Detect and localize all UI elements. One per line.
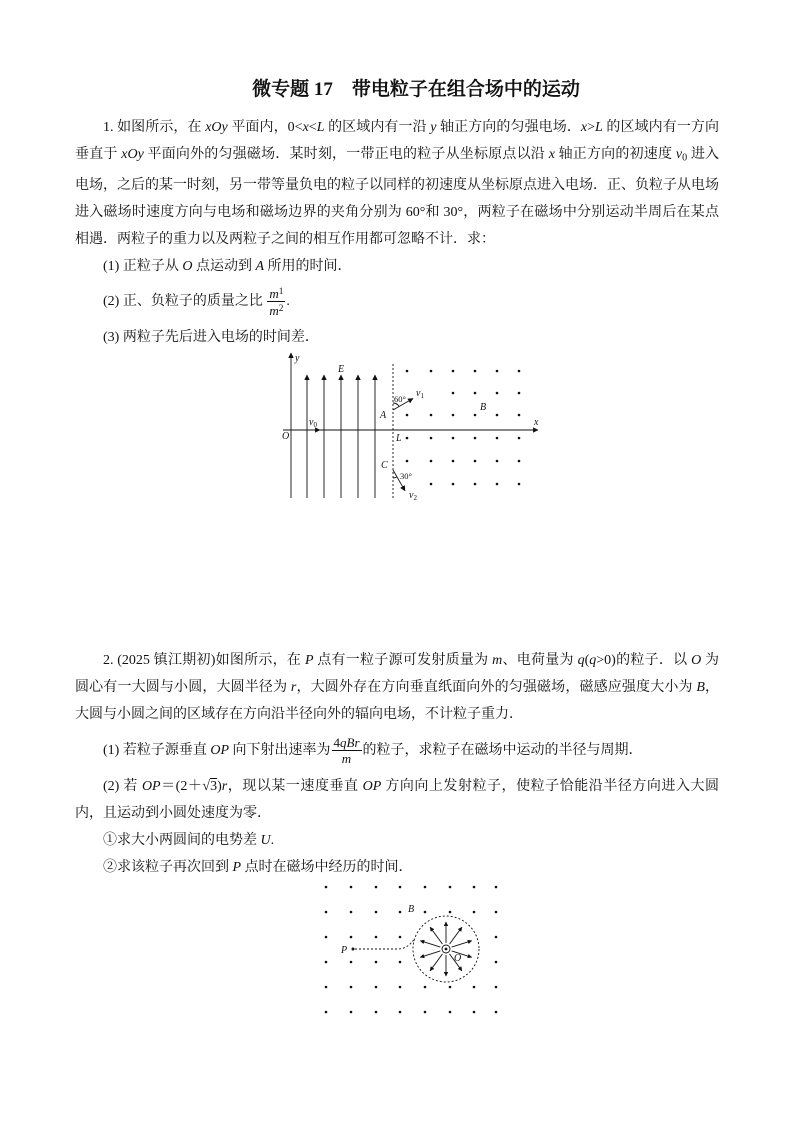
text-run: 1. 如图所示，在 xyxy=(103,120,206,135)
math-variable: P xyxy=(232,860,242,875)
magnetic-field-dot xyxy=(518,460,521,463)
magnetic-field-dot xyxy=(430,370,433,373)
problem-1-part-2 xyxy=(75,280,719,324)
magnetic-field-dot xyxy=(495,911,498,914)
magnetic-field-dot xyxy=(406,370,409,373)
problem-2-part-1 xyxy=(75,728,719,773)
magnetic-field-dot xyxy=(518,437,521,440)
magnetic-field-dot xyxy=(496,414,499,417)
magnetic-field-dot xyxy=(518,414,521,417)
magnetic-field-dot xyxy=(452,392,455,395)
magnetic-field-dot xyxy=(518,483,521,486)
magnetic-field-dot xyxy=(496,437,499,440)
magnetic-field-dot xyxy=(350,886,353,889)
text-run: ，大圆外存在方向垂直纸面向外的匀强磁场，磁感应强度大小为 xyxy=(296,680,697,695)
text-run: 向下射出速率为 xyxy=(229,743,331,758)
magnetic-field-dot xyxy=(518,392,521,395)
magnetic-field-dot xyxy=(473,1011,476,1014)
problem-2-part-2 xyxy=(75,773,719,827)
radial-field-arrow xyxy=(430,927,442,944)
magnetic-field-dot xyxy=(430,460,433,463)
radial-field-arrow xyxy=(430,954,442,971)
text-run: 点时在磁场中经历的时间． xyxy=(241,860,413,875)
fraction xyxy=(332,735,362,766)
text-run: 平面向外的匀强磁场．某时刻，一带正电的粒子从坐标原点以沿 xyxy=(143,147,549,162)
overlined-digit: 3 xyxy=(210,779,218,794)
problem-1-figure xyxy=(280,348,545,503)
velocity-symbol: v xyxy=(409,490,414,501)
magnetic-field-dot xyxy=(406,414,409,417)
problem-1 xyxy=(75,114,719,351)
math-variable: x xyxy=(302,120,309,135)
x-axis-label: x xyxy=(534,417,539,428)
velocity-subscript: 1 xyxy=(420,392,424,400)
fraction-numerator xyxy=(332,735,362,751)
math-variable: y xyxy=(430,120,437,135)
text-run: 轴正方向的匀强电场． xyxy=(436,120,581,135)
text-run: ) xyxy=(217,779,222,794)
magnetic-field-dot xyxy=(424,986,427,989)
magnetic-field-dot xyxy=(430,483,433,486)
text-run: > xyxy=(587,120,596,135)
magnetic-field-dot xyxy=(424,886,427,889)
magnetic-field-dot xyxy=(495,936,498,939)
magnetic-field-dot xyxy=(474,414,477,417)
magnetic-field-dot xyxy=(430,437,433,440)
magnetic-field-dot xyxy=(474,392,477,395)
magnetic-field-dot xyxy=(350,1011,353,1014)
magnetic-field-dot xyxy=(399,936,402,939)
problem-2-subpart-2 xyxy=(75,854,719,881)
text-run: 、电荷量为 xyxy=(502,653,578,668)
velocity-subscript: 0 xyxy=(313,421,317,429)
magnetic-field-dot xyxy=(449,911,452,914)
magnetic-field-dots xyxy=(406,370,521,486)
text-run: (2) 若 xyxy=(103,779,142,794)
text-run: 所用的时间． xyxy=(264,258,352,274)
magnetic-field-dot xyxy=(424,1011,427,1014)
magnetic-field-dot xyxy=(350,936,353,939)
radial-field-arrow xyxy=(452,941,472,947)
fraction xyxy=(267,285,285,318)
magnetic-field-dot xyxy=(325,886,328,889)
magnetic-field-dot xyxy=(496,392,499,395)
magnetic-field-label: B xyxy=(408,904,415,915)
text-run: 2. (2025 镇江期初)如图所示，在 xyxy=(103,653,305,668)
magnetic-field-dot xyxy=(474,370,477,373)
text-run: 点运动到 xyxy=(192,258,256,274)
radial-field-arrow xyxy=(420,941,440,947)
problem-2-figure xyxy=(320,880,502,1018)
fraction-denominator xyxy=(267,302,285,318)
magnetic-field-dot xyxy=(449,886,452,889)
point-l-label: L xyxy=(396,433,402,444)
problem-2-stem xyxy=(75,647,719,728)
text-run: (2) 正、负粒子的质量之比 xyxy=(103,293,267,309)
math-variable: r xyxy=(290,680,297,695)
magnetic-field-dot xyxy=(399,886,402,889)
text-run: (1) 正粒子从 xyxy=(103,258,183,274)
center-point xyxy=(445,948,448,951)
text-run: ，大圆与小圆之间的区域存在方向沿半径向外的辐向电场，不计粒子重力． xyxy=(75,680,720,722)
superscript: 2 xyxy=(278,303,284,314)
magnetic-field-dot xyxy=(452,437,455,440)
text-run: ＝(2＋ xyxy=(160,779,203,794)
velocity-subscript: 2 xyxy=(413,494,417,502)
magnetic-field-dot xyxy=(473,886,476,889)
math-variable: m xyxy=(269,285,279,301)
magnetic-field-dot xyxy=(495,1011,498,1014)
v0-label xyxy=(309,417,317,429)
magnetic-field-dot xyxy=(375,986,378,989)
magnetic-field-dot xyxy=(474,460,477,463)
math-variable: r xyxy=(221,779,228,794)
origin-label: O xyxy=(282,431,290,442)
text-run: . xyxy=(286,293,290,309)
magnetic-field-dot xyxy=(350,986,353,989)
text-run: 4 xyxy=(333,735,340,751)
magnetic-field-dot xyxy=(399,911,402,914)
math-variable: OP xyxy=(210,743,229,758)
angle-arc-30 xyxy=(393,477,397,478)
magnetic-field-dot xyxy=(474,437,477,440)
point-p-label: P xyxy=(341,945,348,956)
math-variable: q xyxy=(577,653,585,668)
angle-60-label: 60° xyxy=(394,394,406,404)
fraction-denominator xyxy=(332,751,362,766)
text-run: 进入电场，之后的某一时刻，另一带等量负电的粒子以同样的初速度从坐标原点进入电场．正、负粒子从电场进入磁场时速度方向与电场和磁场边界的夹角分别为 60°和 30°，两粒子在磁场中分别运动半周后在某点相遇．两粒子的重力以及两粒子之间的相互作用都可忽略不计．求： xyxy=(75,147,720,247)
text-run: √ xyxy=(202,779,211,794)
magnetic-field-dot xyxy=(325,961,328,964)
magnetic-field-dot xyxy=(350,961,353,964)
math-variable: L xyxy=(595,120,603,135)
math-variable: m xyxy=(492,653,503,668)
magnetic-field-dot xyxy=(496,460,499,463)
velocity-symbol: v xyxy=(416,388,421,399)
math-variable: xOy xyxy=(205,120,228,135)
magnetic-field-dot xyxy=(473,911,476,914)
text-run: ①求大小两圆间的电势差 xyxy=(103,833,261,848)
math-variable: O xyxy=(182,258,193,274)
magnetic-field-dot xyxy=(430,414,433,417)
magnetic-field-dot xyxy=(452,414,455,417)
problem-2-subpart-1 xyxy=(75,827,719,854)
text-run: ，现以某一速度垂直 xyxy=(227,779,363,794)
radial-field-arrow xyxy=(450,927,462,944)
text-run: 的区域内有一沿 xyxy=(324,120,431,135)
magnetic-field-dot xyxy=(474,483,477,486)
center-o-label: O xyxy=(454,953,462,964)
magnetic-field-dot xyxy=(449,1011,452,1014)
y-axis-label: y xyxy=(295,353,300,364)
radial-field-arrow xyxy=(420,951,440,957)
text-run: 点有一粒子源可发射质量为 xyxy=(313,653,493,668)
text-run: 方向向上发射粒子，使粒子恰能沿半径方向进入大圆内，且运动到小圆处速度为零． xyxy=(75,779,720,821)
magnetic-field-dot xyxy=(375,886,378,889)
magnetic-field-dot xyxy=(449,986,452,989)
magnetic-field-dot xyxy=(399,1011,402,1014)
text-run: ( xyxy=(584,653,590,668)
magnetic-field-dot xyxy=(406,437,409,440)
math-variable: m xyxy=(341,751,352,767)
magnetic-field-dot xyxy=(473,986,476,989)
text-run: < xyxy=(308,120,317,135)
magnetic-field-dot xyxy=(496,370,499,373)
problem-2 xyxy=(75,647,719,881)
magnetic-field-dot xyxy=(496,483,499,486)
text-run: 轴正方向的初速度 xyxy=(554,147,676,162)
electric-field-label: E xyxy=(338,364,345,375)
magnetic-field-dot xyxy=(325,911,328,914)
velocity-symbol: v xyxy=(309,417,314,428)
magnetic-field-dot xyxy=(452,483,455,486)
text-run: 的区域内有一方向垂直于 xyxy=(75,120,720,162)
math-variable: OP xyxy=(362,779,382,794)
math-variable: O xyxy=(691,653,702,668)
text-run: (3) 两粒子先后进入电场的时间差． xyxy=(103,329,319,345)
problem-1-stem xyxy=(75,114,719,253)
math-variable: OP xyxy=(141,779,161,794)
magnetic-field-dot xyxy=(495,961,498,964)
math-variable: m xyxy=(269,303,279,318)
superscript: 1 xyxy=(278,286,284,297)
magnetic-field-dot xyxy=(518,370,521,373)
problem-1-part-3 xyxy=(75,324,719,351)
v1-label xyxy=(416,388,424,400)
angle-30-label: 30° xyxy=(400,471,412,481)
magnetic-field-dot xyxy=(452,370,455,373)
magnetic-field-dot xyxy=(495,986,498,989)
v2-label xyxy=(409,490,417,502)
magnetic-field-dot xyxy=(375,936,378,939)
math-variable: xOy xyxy=(121,147,144,162)
particle-trajectory xyxy=(355,938,415,949)
math-variable: x xyxy=(548,147,555,162)
magnetic-field-label: B xyxy=(480,402,487,413)
text-run: . xyxy=(270,833,275,848)
problem-1-part-1 xyxy=(75,253,719,280)
magnetic-field-dot xyxy=(399,961,402,964)
subscript: 0 xyxy=(682,152,688,164)
magnetic-field-dot xyxy=(325,986,328,989)
math-variable: A xyxy=(255,258,265,274)
text-run: 平面内，0< xyxy=(227,120,303,135)
text-run: >0)的粒子．以 xyxy=(596,653,692,668)
text-run: (1) 若粒子源垂直 xyxy=(103,743,211,758)
text-run: 的粒子，求粒子在磁场中运动的半径与周期． xyxy=(362,743,643,758)
magnetic-field-dot xyxy=(350,911,353,914)
magnetic-field-dot xyxy=(452,460,455,463)
magnetic-field-dot xyxy=(375,961,378,964)
text-run: 为圆心有一大圆与小圆，大圆半径为 xyxy=(75,653,720,695)
topic-title: 微专题 17 带电粒子在组合场中的运动 xyxy=(252,79,580,100)
fraction-numerator xyxy=(267,285,285,302)
text-run: ②求该粒子再次回到 xyxy=(103,860,233,875)
point-c-label: C xyxy=(381,460,388,471)
magnetic-field-dot xyxy=(406,460,409,463)
magnetic-field-dot xyxy=(424,911,427,914)
math-variable: P xyxy=(304,653,314,668)
math-variable: B xyxy=(696,680,705,695)
magnetic-field-dot xyxy=(399,986,402,989)
magnetic-field-dot xyxy=(375,911,378,914)
math-variable: v xyxy=(675,147,683,162)
magnetic-field-dot xyxy=(325,936,328,939)
math-variable: L xyxy=(316,120,325,135)
math-variable: x xyxy=(580,120,588,135)
magnetic-field-dot xyxy=(375,1011,378,1014)
magnetic-field-dot xyxy=(495,886,498,889)
math-variable: qBr xyxy=(340,735,360,751)
point-a-label: A xyxy=(380,410,387,421)
math-variable: q xyxy=(589,653,597,668)
source-point-p xyxy=(352,948,355,951)
math-variable: U xyxy=(260,833,271,848)
magnetic-field-dot xyxy=(325,1011,328,1014)
